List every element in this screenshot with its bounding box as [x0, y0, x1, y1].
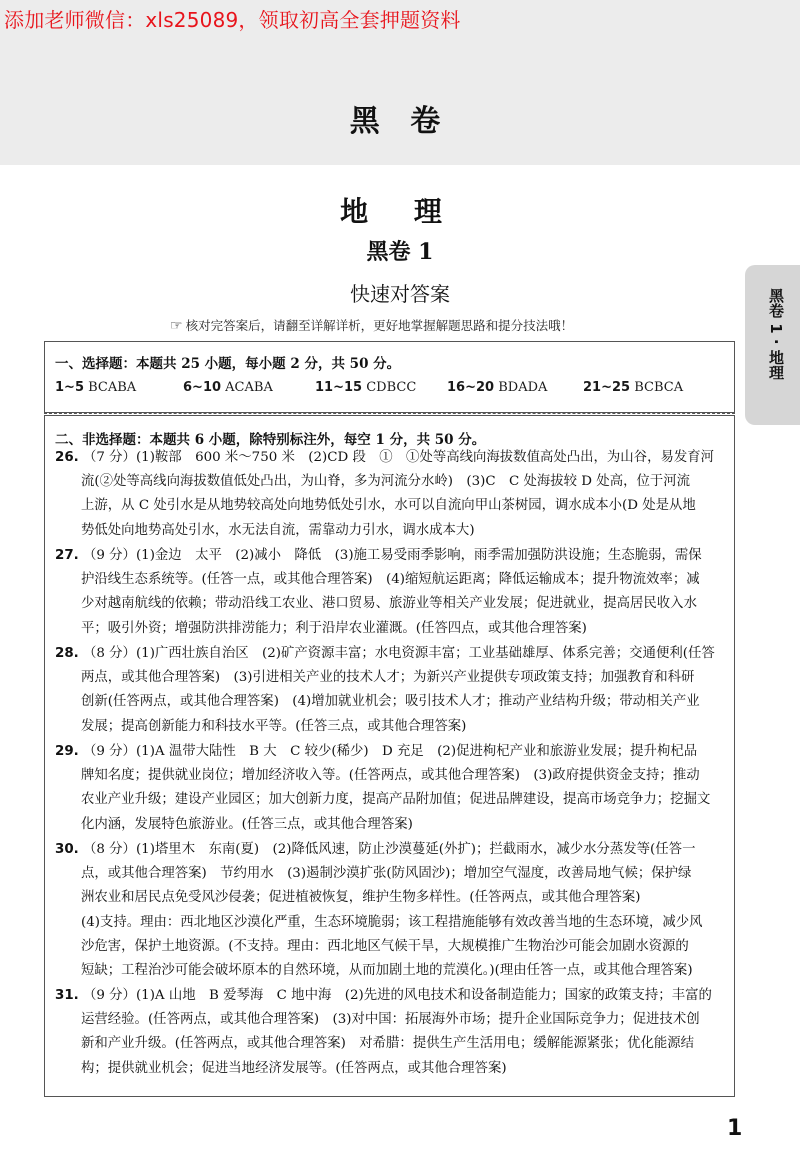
answer-line: 平；吸引外资；增强防洪排涝能力；利于沿岸农业灌溉。(任答四点，或其他合理答案): [81, 620, 587, 636]
mc-group: [447, 380, 547, 395]
question-number: 26.: [55, 450, 79, 465]
answer-line: 农业产业升级；建设产业园区；加大创新力度，提高产品附加值；促进品牌建设，提高市场竞争力；挖掘文: [81, 792, 711, 808]
answer-line: （7 分）(1)鞍部 600 米～750 米 (2)CD 段 ① ①处等高线向海拔数值高处凸出，为山谷，易发育河: [83, 450, 715, 465]
answer-28: [55, 642, 733, 739]
mc-range: 6~10: [183, 380, 222, 395]
mc-group: [583, 380, 683, 395]
answer-line: 流(②处等高线向海拔数值低处凸出，为山脊，多为河流分水岭) (3)C C 处海拔较 D 处高，位于河流: [81, 474, 691, 490]
tip-line: [170, 316, 670, 334]
mc-answers: BCBCA: [634, 380, 684, 395]
pointing-hand-icon: ☞: [170, 318, 183, 334]
question-number: 28.: [55, 646, 79, 661]
answer-30: [55, 838, 733, 983]
free-response-box: [44, 415, 735, 1097]
cover-title: 黑 卷: [349, 104, 451, 139]
mc-section-title: 一、选择题：本题共 25 小题，每小题 2 分，共 50 分。: [55, 356, 401, 372]
tip-text: 核对完答案后，请翻至详解详析，更好地掌握解题思路和提分技法哦！: [185, 318, 574, 333]
answer-line: 化内涵，发展特色旅游业。(任答三点，或其他合理答案): [81, 816, 413, 832]
answer-line: (4)支持。理由：西北地区沙漠化严重，生态环境脆弱；该工程措施能够有效改善当地的生态环境，减少风: [81, 914, 703, 930]
answer-29: [55, 740, 733, 837]
answer-27: [55, 544, 733, 641]
mc-range: 1~5: [55, 380, 84, 395]
mc-range: 21~25: [583, 380, 631, 395]
paper-title: 黑卷 1: [366, 239, 434, 265]
multiple-choice-box: [44, 341, 735, 413]
answer-26: [55, 446, 733, 543]
answer-line: 护沿线生态系统等。(任答一点，或其他合理答案) (4)缩短航运距离；降低运输成本；提升物流效率；减: [81, 572, 700, 588]
question-number: 29.: [55, 744, 79, 759]
subject-title: 地 理: [340, 195, 460, 228]
free-section-title: 二、非选择题：本题共 6 小题，除特别标注外，每空 1 分，共 50 分。: [55, 432, 486, 448]
answer-line: 构；提供就业机会；促进当地经济发展等。(任答两点，或其他合理答案): [81, 1060, 507, 1076]
answer-line: 牌知名度；提供就业岗位；增加经济收入等。(任答两点，或其他合理答案) (3)政府提供资金支持；推动: [81, 768, 700, 784]
question-number: 30.: [55, 842, 79, 857]
answer-31: [55, 984, 733, 1081]
answer-line: 势低处向地势高处引水，水无法自流，需靠动力引水，调水成本大): [81, 522, 475, 538]
answer-line: 两点，或其他合理答案) (3)引进相关产业的技术人才；为新兴产业提供专项政策支持；加强教育和科研: [81, 670, 695, 686]
answer-line: 上游，从 C 处引水是从地势较高处向地势低处引水，水可以自流向甲山茶树园，调水成本小(D 处是从地: [81, 498, 696, 514]
mc-group: [55, 380, 136, 395]
page-number: 1: [727, 1116, 743, 1141]
question-number: 27.: [55, 548, 79, 563]
side-tab-label: 黑卷 1 · 地理: [767, 288, 785, 380]
answer-line: 创新(任答两点，或其他合理答案) (4)增加就业机会；吸引技术人才；推动产业结构升级；带动相关产业: [81, 694, 700, 710]
answer-line: 短缺；工程治沙可能会破坏原本的自然环境，从而加剧土地的荒漠化。)(理由任答一点，或其他合理答案): [81, 963, 693, 979]
mc-answers: BCABA: [88, 380, 137, 395]
answer-line: （8 分）(1)塔里木 东南(夏) (2)降低风速，防止沙漠蔓延(外扩)；拦截雨水，减少水分蒸发等(任答一: [83, 842, 696, 857]
answer-line: 发展；提高创新能力和科技水平等。(任答三点，或其他合理答案): [81, 718, 467, 734]
answer-line: （9 分）(1)金边 太平 (2)减小 降低 (3)施工易受雨季影响，雨季需加强防洪设施；生态脆弱，需保: [83, 548, 702, 563]
watermark-text: 添加老师微信：xls25089，领取初高全套押题资料: [4, 8, 461, 32]
answer-line: 运营经验。(任答两点，或其他合理答案) (3)对中国：拓展海外市场；提升企业国际竞争力；促进技术创: [81, 1012, 700, 1028]
mc-answers: CDBCC: [366, 380, 417, 395]
mc-range: 11~15: [315, 380, 363, 395]
answer-line: 洲农业和居民点免受风沙侵袭；促进植被恢复，维护生物多样性。(任答两点，或其他合理答案): [81, 890, 641, 906]
answer-line: 点，或其他合理答案) 节约用水 (3)遏制沙漠扩张(防风固沙)；增加空气湿度，改善局地气候；保护绿: [81, 866, 692, 882]
answer-line: （9 分）(1)A 山地 B 爱琴海 C 地中海 (2)先进的风电技术和设备制造能力；国家的政策支持；丰富的: [83, 988, 712, 1003]
mc-group: [315, 380, 416, 395]
answer-line: 沙危害，保护土地资源。(不支持。理由：西北地区气候干旱，大规模推广生物治沙可能会加剧水资源的: [81, 938, 689, 954]
answer-line: （9 分）(1)A 温带大陆性 B 大 C 较少(稀少) D 充足 (2)促进枸杞产业和旅游业发展；提升枸杞品: [83, 744, 698, 759]
answer-heading: 快速对答案: [350, 282, 450, 306]
question-number: 31.: [55, 988, 79, 1003]
answer-line: 少对越南航线的依赖；带动沿线工农业、港口贸易、旅游业等相关产业发展；促进就业，提高居民收入水: [81, 596, 697, 612]
mc-answers: BDADA: [498, 380, 548, 395]
answer-line: （8 分）(1)广西壮族自治区 (2)矿产资源丰富；水电资源丰富；工业基础雄厚、体系完善；交通便利(任答: [83, 646, 715, 661]
answer-line: 新和产业升级。(任答两点，或其他合理答案) 对希腊：提供生产生活用电；缓解能源紧张；优化能源结: [81, 1036, 695, 1052]
mc-group: [183, 380, 273, 395]
mc-range: 16~20: [447, 380, 495, 395]
mc-answers: ACABA: [225, 380, 273, 395]
